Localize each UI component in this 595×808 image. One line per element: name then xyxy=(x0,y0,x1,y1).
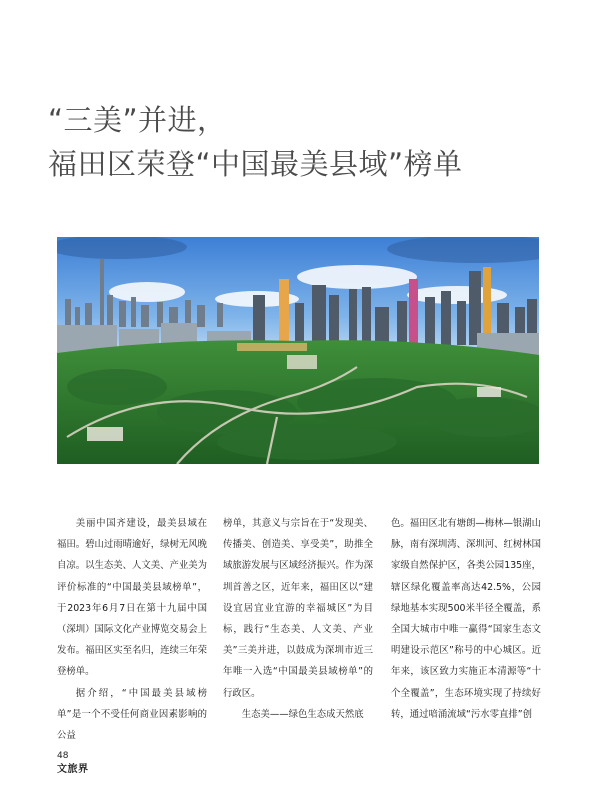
article-title xyxy=(48,98,568,186)
title-line-2: 福田区荣登“中国最美县域”榜单 xyxy=(48,147,463,181)
text-column-1 xyxy=(57,513,207,746)
paragraph: 生态美——绿色生态成天然底 xyxy=(241,708,364,720)
text-column-2 xyxy=(223,513,373,725)
paragraph: 榜单，其意义与宗旨在于“发现美、传播美、创造美、享受美”，助推全域旅游发展与区域经济振兴。作为深圳首善之区，近年来，福田区以“建设宜居宜业宜游的幸福城区”为目标，践行“生态美、人文美、产业美”三美并进，以鼓成为深圳市近三年唯一入选“中国最美县域榜单”的行政区。 xyxy=(223,518,374,699)
paragraph: 色。福田区北有塘朗—梅林—银湖山脉，南有深圳湾、深圳河、红树林国家级自然保护区，各类公园135座，辖区绿化覆盖率高达42.5%，公园绿地基本实现500米半径全覆盖，系全国大城市中唯一赢得“国家生态文明建设示范区”称号的中心城区。近年来，该区致力实施正本清源等“十个全覆盖”，生态环境实现了持续好转，通过喑涌流域“污水零直排”创 xyxy=(391,518,542,720)
title-line-1: “三美”并进， xyxy=(48,103,227,137)
city-skyline-photo xyxy=(57,237,539,464)
paragraph: 据介绍，“中国最美县域榜单”是一个不受任何商业因素影响的公益 xyxy=(57,687,207,742)
paragraph: 美丽中国齐建设，最美县域在福田。碧山过雨晴逾好，绿树无风晚自凉。以生态美、人文美、产业美为评价标准的“中国最美县域榜单”，于2023年6月7日在第十九届中国（深圳）国际文化产业博览交易会上发布。福田区实至名归，连续三年荣登榜单。 xyxy=(57,518,208,678)
text-column-3 xyxy=(391,513,541,725)
magazine-logo: 文旅界 xyxy=(57,764,89,775)
page-number: 48 xyxy=(57,751,69,761)
